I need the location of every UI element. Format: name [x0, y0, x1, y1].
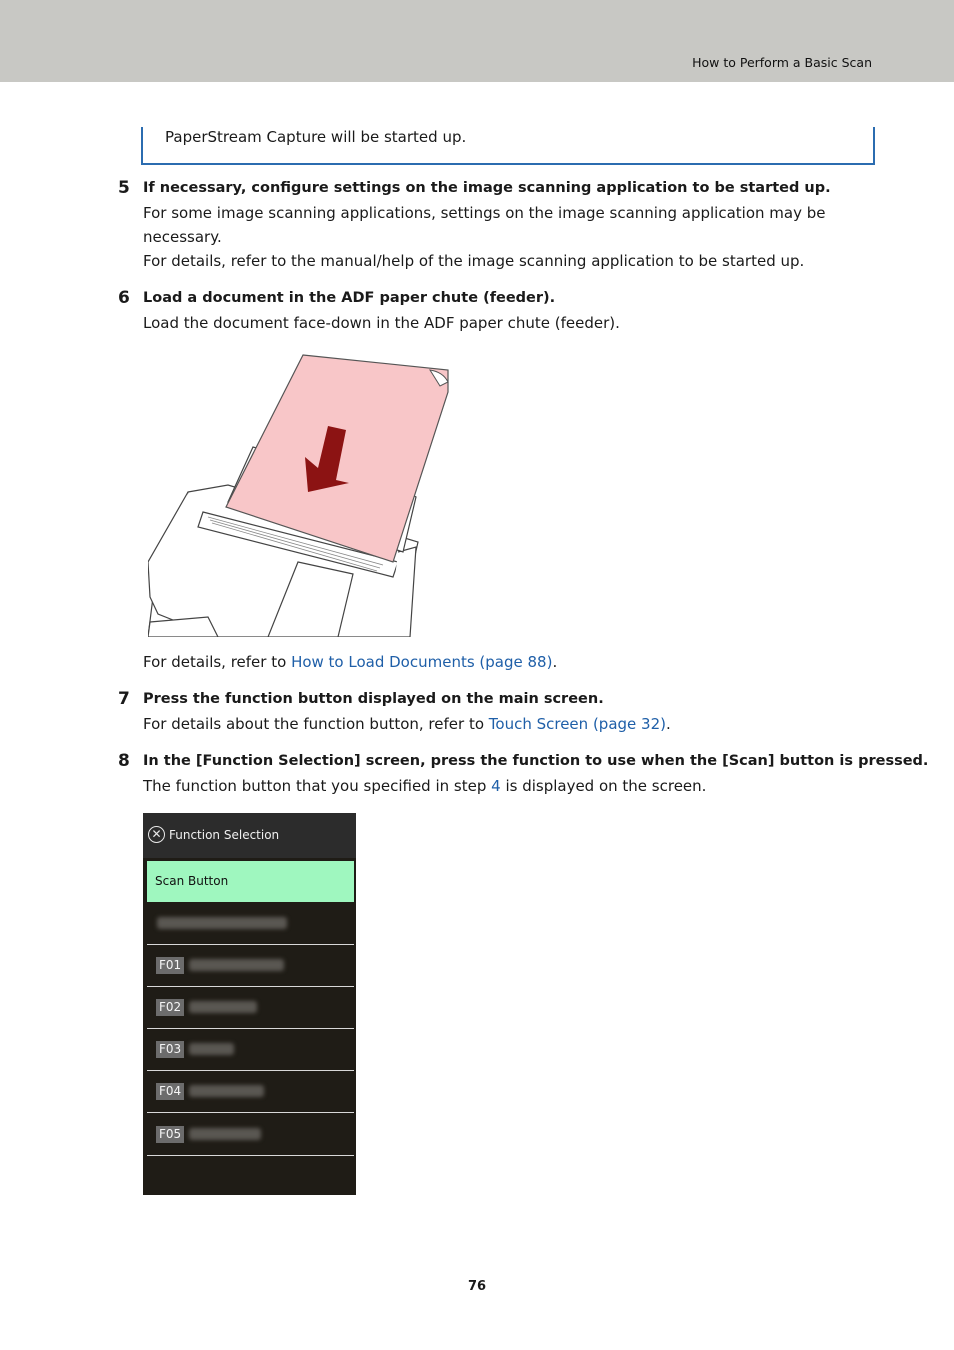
function-row-f02[interactable] — [147, 987, 354, 1029]
step-4-link[interactable]: 4 — [491, 777, 501, 795]
blurred-label — [189, 1128, 261, 1140]
step-body: Load the document face-down in the ADF paper chute (feeder). — [143, 314, 620, 332]
step-heading: Press the function button displayed on the main screen. — [143, 691, 604, 707]
panel-header — [143, 813, 356, 858]
note-text: PaperStream Capture will be started up. — [165, 128, 467, 146]
function-row-f01[interactable] — [147, 945, 354, 987]
touch-screen-link[interactable]: Touch Screen (page 32) — [488, 715, 666, 733]
step-number: 5 — [118, 178, 130, 198]
blurred-label — [189, 1043, 234, 1055]
panel-title: Function Selection — [169, 828, 280, 842]
close-icon[interactable]: ✕ — [148, 826, 165, 843]
function-code: F01 — [156, 957, 184, 974]
function-row-f03[interactable] — [147, 1029, 354, 1071]
step-body — [143, 774, 843, 798]
ref-suffix: . — [552, 653, 558, 671]
function-code: F04 — [156, 1083, 184, 1100]
step-body: For some image scanning applications, settings on the image scanning application may be necessary. — [143, 204, 826, 246]
body-prefix: The function button that you specified in step — [143, 777, 492, 795]
function-row-f04[interactable] — [147, 1071, 354, 1113]
blurred-label — [157, 917, 287, 929]
function-code: F02 — [156, 999, 184, 1016]
blurred-label — [189, 959, 284, 971]
step-number: 7 — [118, 689, 130, 709]
function-selection-screen — [143, 813, 356, 1195]
page-header — [0, 0, 954, 82]
function-code: F03 — [156, 1041, 184, 1058]
ref-suffix: . — [665, 715, 671, 733]
blurred-label — [189, 1001, 257, 1013]
function-code: F05 — [156, 1126, 184, 1143]
body-suffix: is displayed on the screen. — [500, 777, 707, 795]
function-row-f05[interactable] — [147, 1114, 354, 1156]
ref-prefix: For details about the function button, refer to — [143, 715, 489, 733]
step-number: 6 — [118, 288, 130, 308]
ref-prefix: For details, refer to — [143, 653, 292, 671]
step-heading: Load a document in the ADF paper chute (feeder). — [143, 290, 556, 306]
step-heading: If necessary, configure settings on the image scanning application to be started up. — [143, 180, 831, 196]
step-body — [143, 650, 843, 674]
load-documents-link[interactable]: How to Load Documents (page 88) — [291, 653, 553, 671]
section-title: How to Perform a Basic Scan — [692, 55, 872, 70]
step-body — [143, 712, 843, 736]
step-number: 8 — [118, 751, 130, 771]
step-body: For details, refer to the manual/help of the image scanning application to be started up. — [143, 252, 805, 270]
step-heading: In the [Function Selection] screen, press the function to use when the [Scan] button is pressed. — [143, 753, 929, 769]
scanner-illustration — [148, 352, 468, 637]
software-operation-panel-item[interactable] — [147, 903, 354, 945]
blurred-label — [189, 1085, 264, 1097]
page-number: 76 — [467, 1279, 487, 1294]
scan-button-item[interactable]: Scan Button — [147, 861, 354, 902]
